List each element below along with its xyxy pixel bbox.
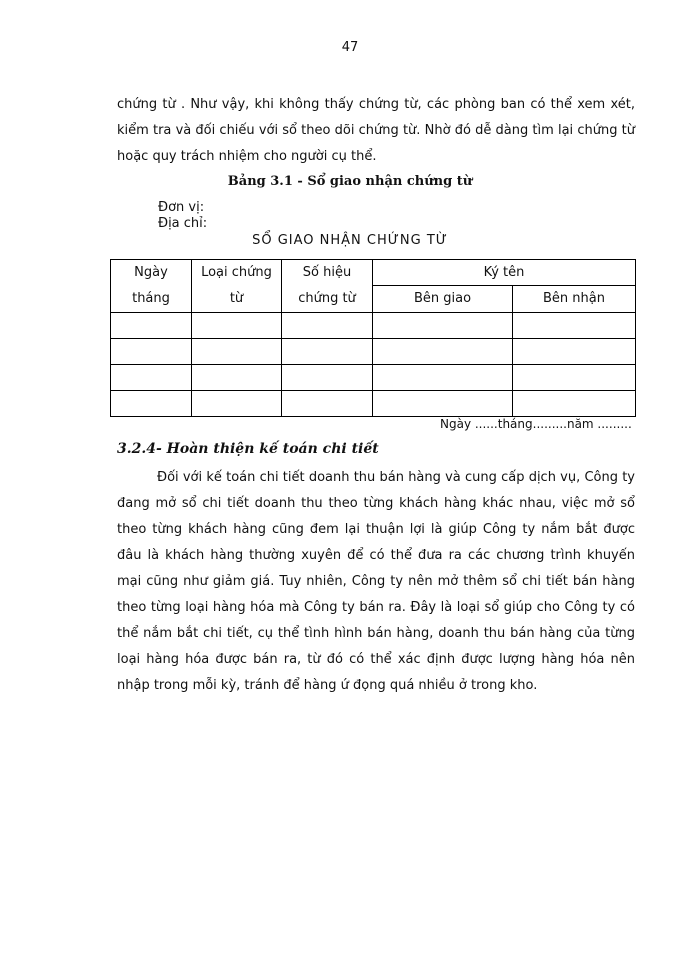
table-caption: Bảng 3.1 - Sổ giao nhận chứng từ (227, 174, 473, 189)
document-ledger-table (110, 259, 636, 417)
table-cell (513, 313, 636, 339)
header-doc-type-line2: từ (229, 291, 244, 306)
table-cell (192, 391, 282, 417)
header-date (111, 260, 192, 313)
header-receiver: Bên nhận (513, 285, 636, 312)
header-doc-type-line1: Loại chứng (201, 265, 272, 280)
table-row (111, 391, 636, 417)
table-cell (373, 313, 513, 339)
table-cell (111, 365, 192, 391)
table-cell (192, 313, 282, 339)
ledger-title: SỔ GIAO NHẬN CHỨNG TỪ (252, 233, 448, 248)
header-doc-number-line1: Số hiệu (302, 265, 352, 280)
header-date-line2: tháng (132, 291, 170, 306)
table-cell (373, 365, 513, 391)
header-signature: Ký tên (373, 260, 636, 286)
unit-label: Đơn vị: (158, 200, 205, 215)
page-number: 47 (341, 40, 359, 55)
table-cell (282, 365, 373, 391)
table-cell (111, 339, 192, 365)
address-label: Địa chỉ: (158, 216, 208, 231)
table-cell (513, 391, 636, 417)
table-cell (111, 313, 192, 339)
table-cell (373, 339, 513, 365)
table-cell (111, 391, 192, 417)
table-cell (513, 365, 636, 391)
header-doc-number (282, 260, 373, 313)
header-date-line1: Ngày (134, 265, 168, 280)
section-heading: 3.2.4- Hoàn thiện kế toán chi tiết (117, 441, 379, 457)
header-doc-number-line2: chứng từ (298, 291, 356, 306)
table-cell (513, 339, 636, 365)
intro-paragraph: chứng từ . Như vậy, khi không thấy chứng từ, các phòng ban có thể xem xét, kiểm tra và đối chiếu với sổ theo dõi chứng từ. Nhờ đó dễ dàng tìm lại chứng từ hoặc quy trách nhiệm cho người cụ thể. (117, 97, 635, 164)
table-row (111, 313, 636, 339)
table-cell (373, 391, 513, 417)
section-paragraph: Đối với kế toán chi tiết doanh thu bán hàng và cung cấp dịch vụ, Công ty đang mở sổ chi tiết doanh thu theo từng khách hàng khác nhau, việc mở sổ theo từng khách hàng cũng đem lại thuận lợi là giúp Công ty nắm bắt được đâu là khách hàng thường xuyên để có thể đưa ra các chương trình khuyến mại cũng như giảm giá. Tuy nhiên, Công ty nên mở thêm sổ chi tiết bán hàng theo từng loại hàng hóa mà Công ty bán ra. Đây là loại sổ giúp cho Công ty có thể nắm bắt chi tiết, cụ thể tình hình bán hàng, doanh thu bán hàng của từng loại hàng hóa được bán ra, từ đó có thể xác định được lượng hàng hóa nên nhập trong mỗi kỳ, tránh để hàng ứ đọng quá nhiều ở trong kho. (117, 470, 635, 693)
table-cell (282, 339, 373, 365)
table-cell (282, 313, 373, 339)
table-cell (282, 391, 373, 417)
table-cell (192, 365, 282, 391)
table-row (111, 339, 636, 365)
header-doc-type (192, 260, 282, 313)
header-deliverer: Bên giao (373, 285, 513, 312)
date-line: Ngày ......tháng.........năm ......... (440, 417, 632, 431)
table-cell (192, 339, 282, 365)
table-row (111, 365, 636, 391)
